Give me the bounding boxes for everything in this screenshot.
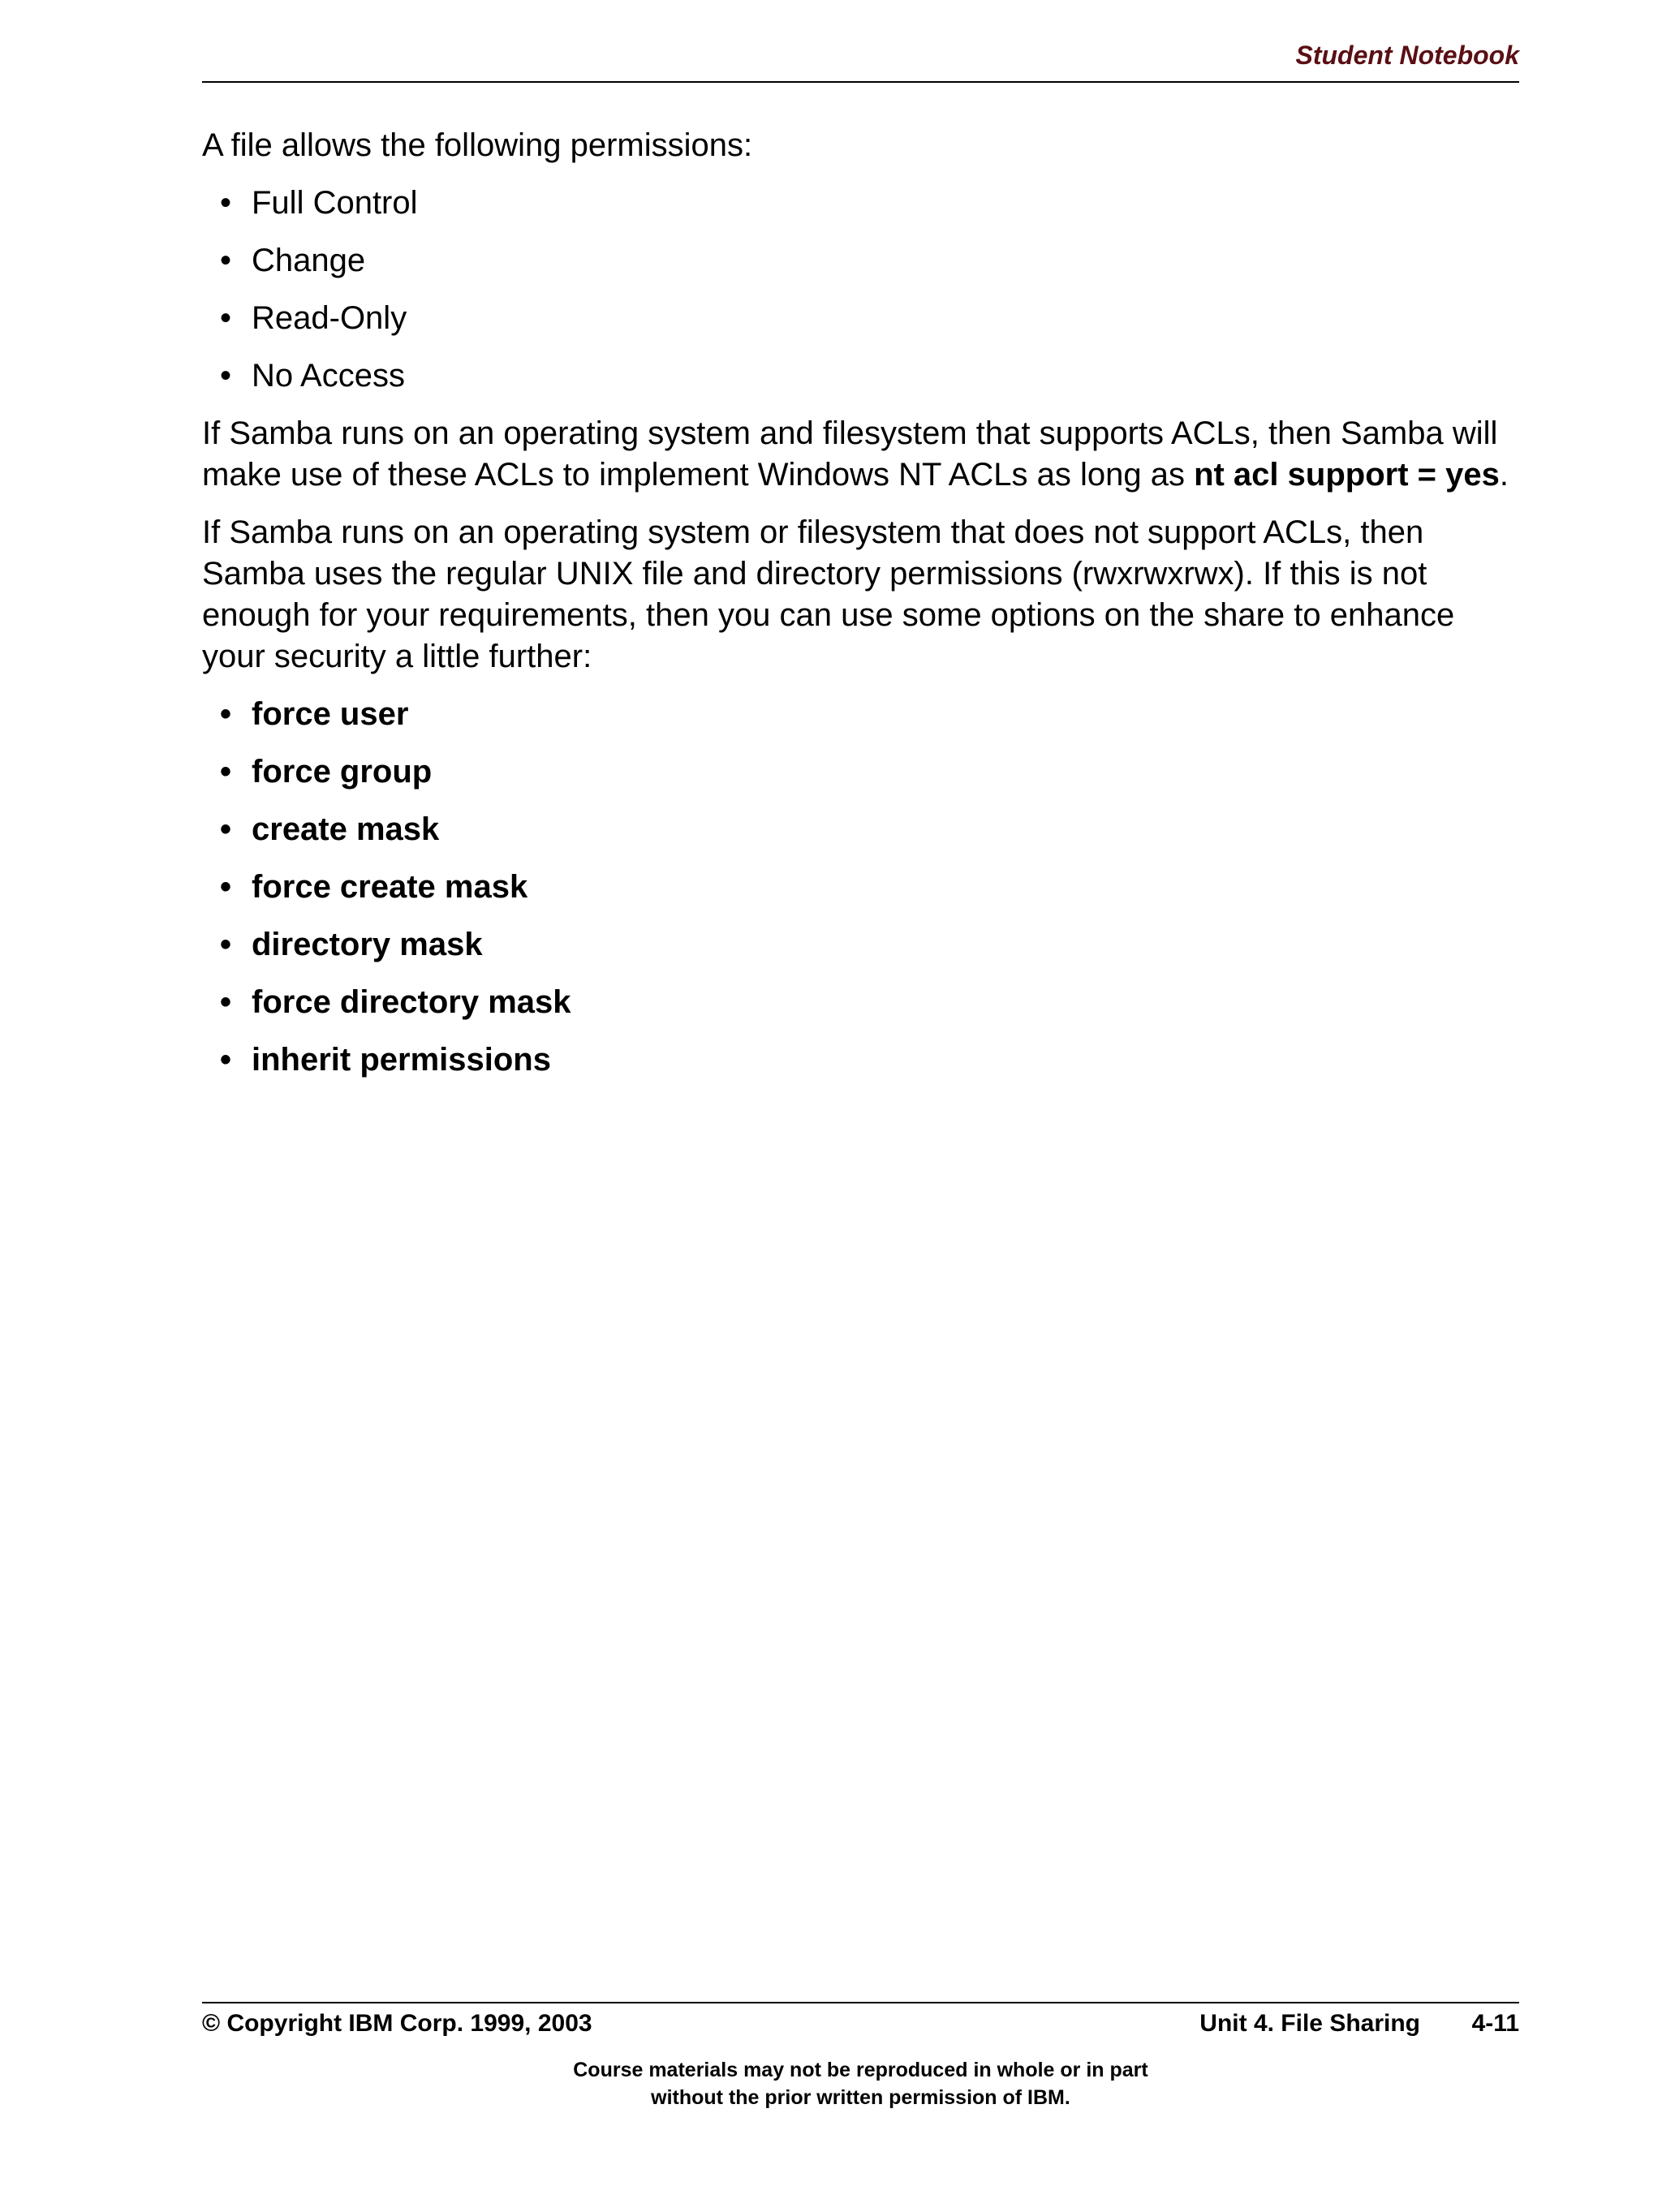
footer-divider xyxy=(202,2002,1519,2003)
option-label: force user xyxy=(252,696,409,732)
header-label: Student Notebook xyxy=(1295,41,1519,70)
notice-line: Course materials may not be reproduced in whole or in part xyxy=(573,2059,1148,2081)
acl-period: . xyxy=(1499,457,1509,493)
bullet-icon: • xyxy=(220,696,232,732)
list-item xyxy=(202,694,1519,735)
list-item xyxy=(202,183,1519,224)
acl-paragraph xyxy=(202,413,1519,496)
bullet-icon: • xyxy=(220,358,232,394)
permission-label: Read-Only xyxy=(252,300,407,336)
header-divider xyxy=(202,81,1519,83)
list-item xyxy=(202,924,1519,966)
page-content xyxy=(202,125,1519,1097)
option-label: force create mask xyxy=(252,869,528,905)
list-item xyxy=(202,1039,1519,1081)
list-item xyxy=(202,982,1519,1023)
option-label: create mask xyxy=(252,811,440,847)
unix-paragraph: If Samba runs on an operating system or filesystem that does not support ACLs, then Samba uses the regular UNIX file and directory permissions (rwxrwxrwx). If this is not enough for your requirements, then you can use some options on the share to enhance your security a little further: xyxy=(202,514,1455,674)
bullet-icon: • xyxy=(220,869,232,905)
bullet-icon: • xyxy=(220,754,232,790)
permission-label: No Access xyxy=(252,358,405,394)
footer-notice xyxy=(202,2056,1519,2111)
permissions-list xyxy=(202,183,1519,397)
permission-label: Change xyxy=(252,243,366,278)
option-label: force directory mask xyxy=(252,984,571,1020)
bullet-icon: • xyxy=(220,243,232,278)
option-label: directory mask xyxy=(252,927,483,962)
option-label: force group xyxy=(252,754,433,790)
bullet-icon: • xyxy=(220,185,232,221)
option-label: inherit permissions xyxy=(252,1042,551,1078)
notice-line: without the prior written permission of IBM. xyxy=(651,2086,1070,2109)
footer-unit-title: Unit 4. File Sharing xyxy=(1199,2010,1420,2037)
list-item xyxy=(202,355,1519,397)
list-item xyxy=(202,867,1519,908)
list-item xyxy=(202,751,1519,793)
bullet-icon: • xyxy=(220,1042,232,1078)
footer-copyright: © Copyright IBM Corp. 1999, 2003 xyxy=(202,2010,592,2037)
share-options-list xyxy=(202,694,1519,1081)
acl-text: If Samba runs on an operating system and filesystem that supports ACLs, then Samba will make use of these ACLs to implement Windows NT ACLs as long as xyxy=(202,415,1498,493)
list-item xyxy=(202,240,1519,282)
list-item xyxy=(202,298,1519,339)
bullet-icon: • xyxy=(220,984,232,1020)
intro-paragraph: A file allows the following permissions: xyxy=(202,127,753,163)
list-item xyxy=(202,809,1519,850)
acl-setting: nt acl support = yes xyxy=(1194,457,1500,493)
permission-label: Full Control xyxy=(252,185,418,221)
page-number: 4-11 xyxy=(1471,2010,1519,2037)
bullet-icon: • xyxy=(220,811,232,847)
bullet-icon: • xyxy=(220,927,232,962)
bullet-icon: • xyxy=(220,300,232,336)
